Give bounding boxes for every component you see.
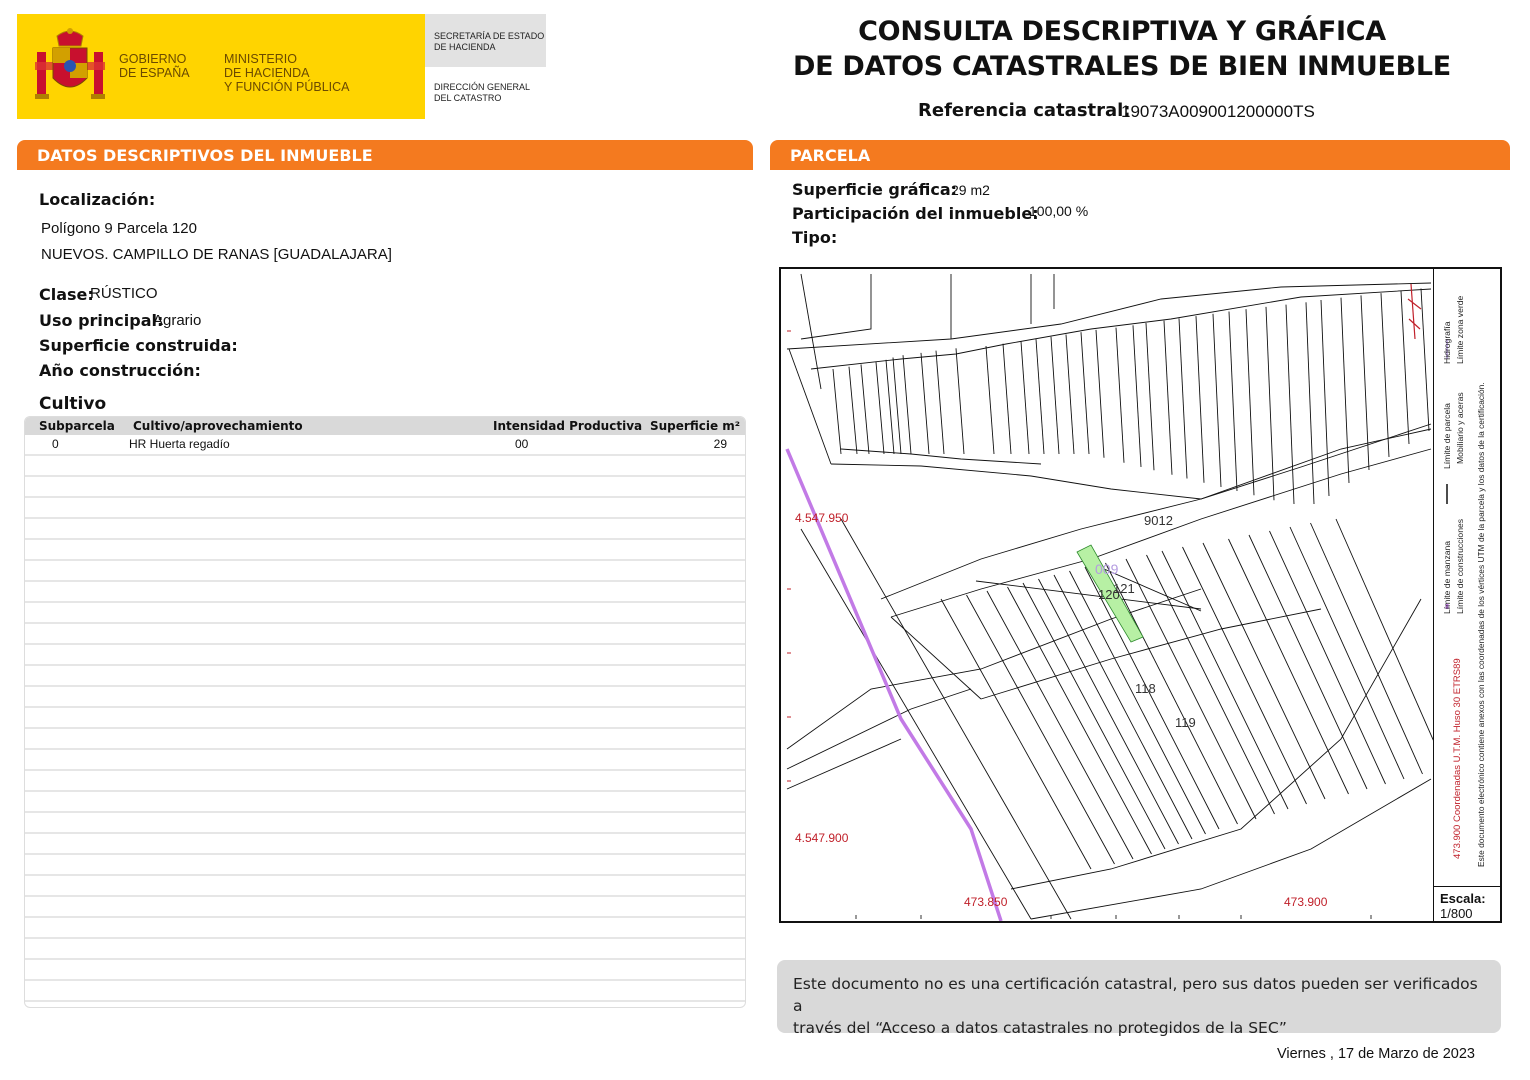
parcel-label-121: 121 xyxy=(1113,581,1135,596)
uso-label: Uso principal: xyxy=(39,311,164,330)
bar-title-b: INMUEBLE xyxy=(280,146,373,165)
empty-table-row xyxy=(25,876,745,897)
parcel-label-120: 120 xyxy=(1098,587,1120,602)
legend-hidrografia: Hidrografía xyxy=(1442,321,1452,364)
cultivo-title: Cultivo xyxy=(39,394,107,414)
empty-table-row xyxy=(25,498,745,519)
scale-value: 1/800 xyxy=(1440,906,1473,921)
empty-table-row xyxy=(25,981,745,1002)
cadastral-map xyxy=(779,267,1502,923)
legend-limite-manzana: Límite de manzana xyxy=(1442,540,1452,614)
empty-table-row xyxy=(25,708,745,729)
participacion-value: 100,00 % xyxy=(1029,203,1089,219)
empty-table-row xyxy=(25,477,745,498)
empty-table-row xyxy=(25,582,745,603)
coord-x1: 473.850 xyxy=(964,895,1008,909)
cell-cultivo: HR Huerta regadío xyxy=(129,437,230,451)
empty-table-row xyxy=(25,645,745,666)
empty-table-row xyxy=(25,792,745,813)
empty-table-row xyxy=(25,666,745,687)
ref-value: 19073A009001200000TS xyxy=(1121,102,1315,121)
empty-table-row xyxy=(25,603,745,624)
empty-rows xyxy=(25,456,745,1008)
empty-table-row xyxy=(25,456,745,477)
secretaria-line2: DE HACIENDA xyxy=(434,42,496,52)
notice-line1: Este documento no es una certificación catastral, pero sus datos pueden ser verificados a xyxy=(793,975,1478,1015)
col-intensidad: Intensidad Productiva xyxy=(493,419,643,433)
legend-coords: 473.900 Coordenadas U.T.M. Huso 30 ETRS89 xyxy=(1452,658,1463,859)
descriptive-data-bar xyxy=(17,140,753,170)
gov-line1: GOBIERNO xyxy=(119,52,187,66)
scale-box xyxy=(1433,886,1500,921)
ministry-line3: Y FUNCIÓN PÚBLICA xyxy=(224,80,350,94)
localizacion-label: Localización: xyxy=(39,190,156,209)
parcel-label-118: 118 xyxy=(1135,681,1156,696)
coord-x2: 473.900 xyxy=(1284,895,1328,909)
map-legend xyxy=(1433,269,1501,886)
coord-y2: 4.547.900 xyxy=(795,831,849,845)
cell-subparcela: 0 xyxy=(52,437,59,451)
clase-label: Clase: xyxy=(39,285,94,304)
col-superficie: Superficie m² xyxy=(650,419,741,433)
title-line2: DE DATOS CATASTRALES DE BIEN INMUEBLE xyxy=(793,51,1451,82)
gov-line2: DE ESPAÑA xyxy=(119,66,190,80)
legend-limite-parcela: Límite de parcela xyxy=(1442,403,1452,469)
empty-table-row xyxy=(25,519,745,540)
empty-table-row xyxy=(25,960,745,981)
coat-of-arms-icon xyxy=(33,26,107,104)
secretaria-line1: SECRETARÍA DE ESTADO xyxy=(434,31,545,41)
empty-table-row xyxy=(25,687,745,708)
legend-mobiliario: Mobiliario y aceras xyxy=(1455,392,1465,464)
direccion-line2: DEL CATASTRO xyxy=(434,93,502,103)
document-date: Viernes , 17 de Marzo de 2023 xyxy=(1276,1046,1475,1062)
legend-zona-verde: Límite zona verde xyxy=(1455,295,1465,364)
cell-superficie: 29 xyxy=(713,437,727,451)
gov-label xyxy=(119,52,190,80)
notice-line2: través del “Acceso a datos catastrales no protegidos de la SEC” xyxy=(793,1019,1287,1037)
empty-table-row xyxy=(25,918,745,939)
empty-table-row xyxy=(25,897,745,918)
empty-table-row xyxy=(25,540,745,561)
localizacion-line2: NUEVOS. CAMPILLO DE RANAS [GUADALAJARA] xyxy=(41,246,392,263)
cultivo-table xyxy=(24,416,746,1008)
cultivo-table-header xyxy=(25,417,745,435)
participacion-label: Participación del inmueble: xyxy=(792,204,1039,223)
direccion-line1: DIRECCIÓN GENERAL xyxy=(434,82,531,92)
bar-title-a: DATOS DESCRIPTIVOS DEL xyxy=(37,146,281,165)
title-line1: CONSULTA DESCRIPTIVA Y GRÁFICA xyxy=(858,16,1386,47)
parcela-bar: PARCELA xyxy=(770,140,1510,170)
direccion-label xyxy=(434,82,530,104)
uso-value: Agrario xyxy=(153,312,202,329)
localizacion-line1: Polígono 9 Parcela 120 xyxy=(41,220,197,237)
parcel-label-9012: 9012 xyxy=(1144,513,1173,528)
empty-table-row xyxy=(25,1002,745,1008)
secretaria-label xyxy=(434,31,544,53)
parcel-label-119: 119 xyxy=(1175,715,1196,730)
legend-note: Este documento electrónico contiene anexos con las coordenadas de los vértices UTM de la parcela y los datos de la certificación. xyxy=(1476,382,1486,867)
superficie-grafica-label: Superficie gráfica: xyxy=(792,180,958,199)
ministry-line2: DE HACIENDA xyxy=(224,66,310,80)
legend-limite-construcciones: Límite de construcciones xyxy=(1455,518,1465,614)
ministry-label xyxy=(224,52,350,94)
coord-y1: 4.547.950 xyxy=(795,511,849,525)
empty-table-row xyxy=(25,855,745,876)
cell-intensidad: 00 xyxy=(515,437,529,451)
empty-table-row xyxy=(25,834,745,855)
empty-table-row xyxy=(25,624,745,645)
empty-table-row xyxy=(25,771,745,792)
superficie-construida-label: Superficie construida: xyxy=(39,336,238,355)
empty-table-row xyxy=(25,939,745,960)
empty-table-row xyxy=(25,750,745,771)
empty-table-row xyxy=(25,729,745,750)
scale-label: Escala: xyxy=(1440,891,1486,906)
empty-table-row xyxy=(25,561,745,582)
superficie-grafica-value: 29 m2 xyxy=(951,182,990,198)
empty-table-row xyxy=(25,813,745,834)
ref-label: Referencia catastral: xyxy=(918,100,1131,121)
anio-construccion-label: Año construcción: xyxy=(39,361,201,380)
parcel-label-009: 009 xyxy=(1095,561,1119,577)
ministry-line1: MINISTERIO xyxy=(224,52,297,66)
page-title xyxy=(780,16,1464,82)
table-row xyxy=(25,435,745,456)
col-cultivo: Cultivo/aprovechamiento xyxy=(133,419,303,433)
verification-notice xyxy=(777,960,1501,1037)
col-subparcela: Subparcela xyxy=(39,419,115,433)
clase-value: RÚSTICO xyxy=(90,285,158,302)
tipo-label: Tipo: xyxy=(792,228,838,247)
